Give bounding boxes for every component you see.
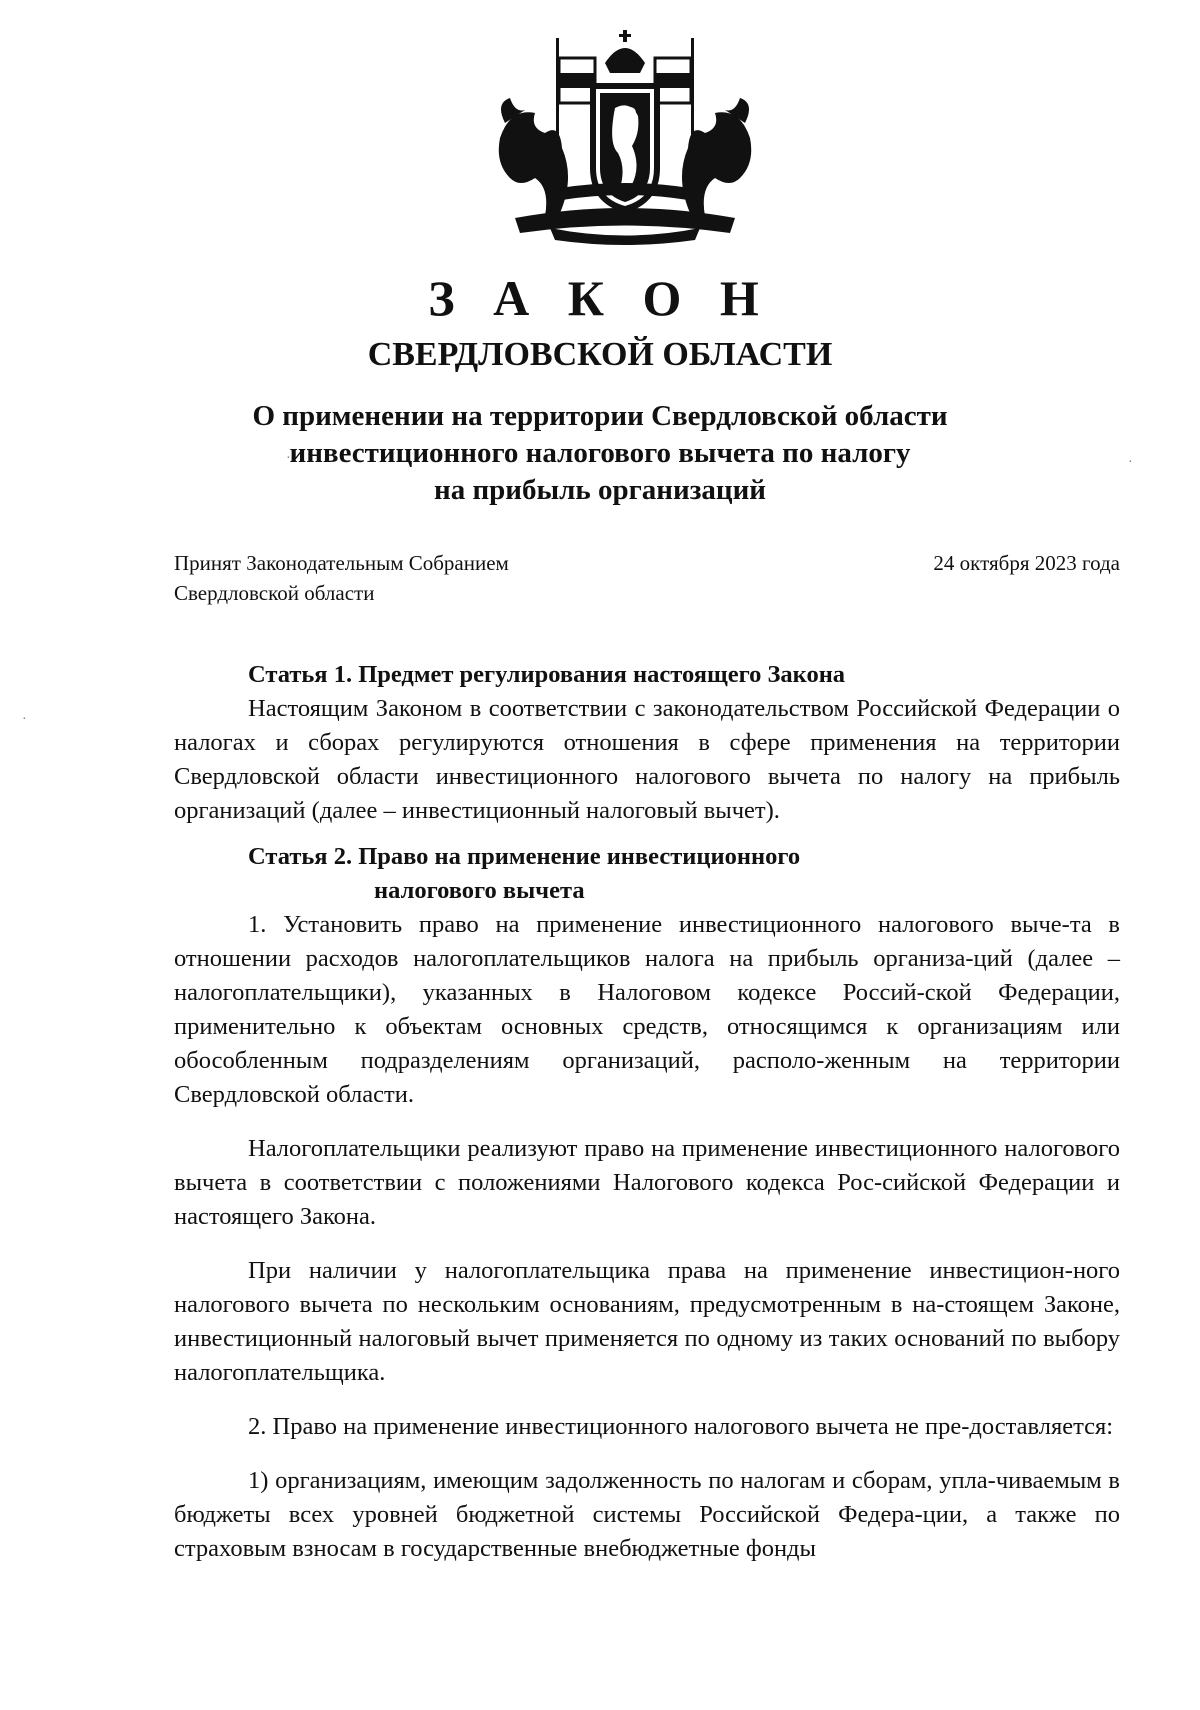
scan-artifact-mark: · [286,451,291,466]
region-title: СВЕРДЛОВСКОЙ ОБЛАСТИ [367,336,833,373]
scan-artifact-mark: · [22,712,27,727]
adoption-date: 24 октября 2023 года [933,551,1120,575]
adopted-by [174,548,509,608]
law-subject [0,398,1200,509]
document-title: З А К О Н [428,270,772,326]
article-2-heading [174,840,1120,908]
law-subject-line: О применении на территории Свердловской области [252,400,948,432]
coat-of-arms-emblem [490,28,760,253]
article-1-paragraph: Настоящим Законом в соответствии с законодательством Российской Федерации о налогах и сборах регулируются отношения в сфере применения на территории Свердловской области инвестиционного налогового вычета по налогу на прибыль организаций (далее – инвестиционный налоговый вычет). [174,695,1120,824]
article-2-paragraph: Налогоплательщики реализуют право на применение инвестиционного налогового вычета в соответствии с положениями Налогового кодекса Рос-сийской Федерации и настоящего Закона. [174,1135,1120,1230]
scan-artifact-mark: · [1128,455,1133,470]
article-2-heading-line: Статья 2. Право на применение инвестиционного [248,843,801,870]
article-2-heading-line: налогового вычета [374,877,585,904]
article-2-paragraph: 1. Установить право на применение инвестиционного налогового выче-та в отношении расходов налогоплательщиков налога на прибыль организа-ций (далее – налогоплательщики), указанных в Налоговом кодексе Россий-ской Федерации, применительно к объектам основных средств, относящимся к организациям или обособленным подразделениям организаций, располо-женным на территории Свердловской области. [174,911,1120,1108]
article-2-paragraph: 2. Право на применение инвестиционного налогового вычета не пре-доставляется: [248,1413,1114,1440]
article-2-paragraph: 1) организациям, имеющим задолженность по налогам и сборам, упла-чиваемым в бюджеты всех уровней бюджетной системы Российской Федера-ции, а также по страховым взносам в государственные внебюджетные фонды [174,1467,1120,1562]
law-subject-line: инвестиционного налогового вычета по налогу [289,437,911,469]
article-2-paragraph: При наличии у налогоплательщика права на применение инвестицион-ного налогового вычета по нескольким основаниям, предусмотренным в на-стоящем Законе, инвестиционный налоговый вычет применяется по одному из таких оснований по выбору налогоплательщика. [174,1257,1120,1386]
adopted-by-line: Свердловской области [174,581,375,605]
law-subject-line: на прибыль организаций [434,474,766,506]
law-body [174,658,1120,1566]
adopted-by-line: Принят Законодательным Собранием [174,551,509,575]
article-1-heading: Статья 1. Предмет регулирования настоящего Закона [248,661,846,688]
